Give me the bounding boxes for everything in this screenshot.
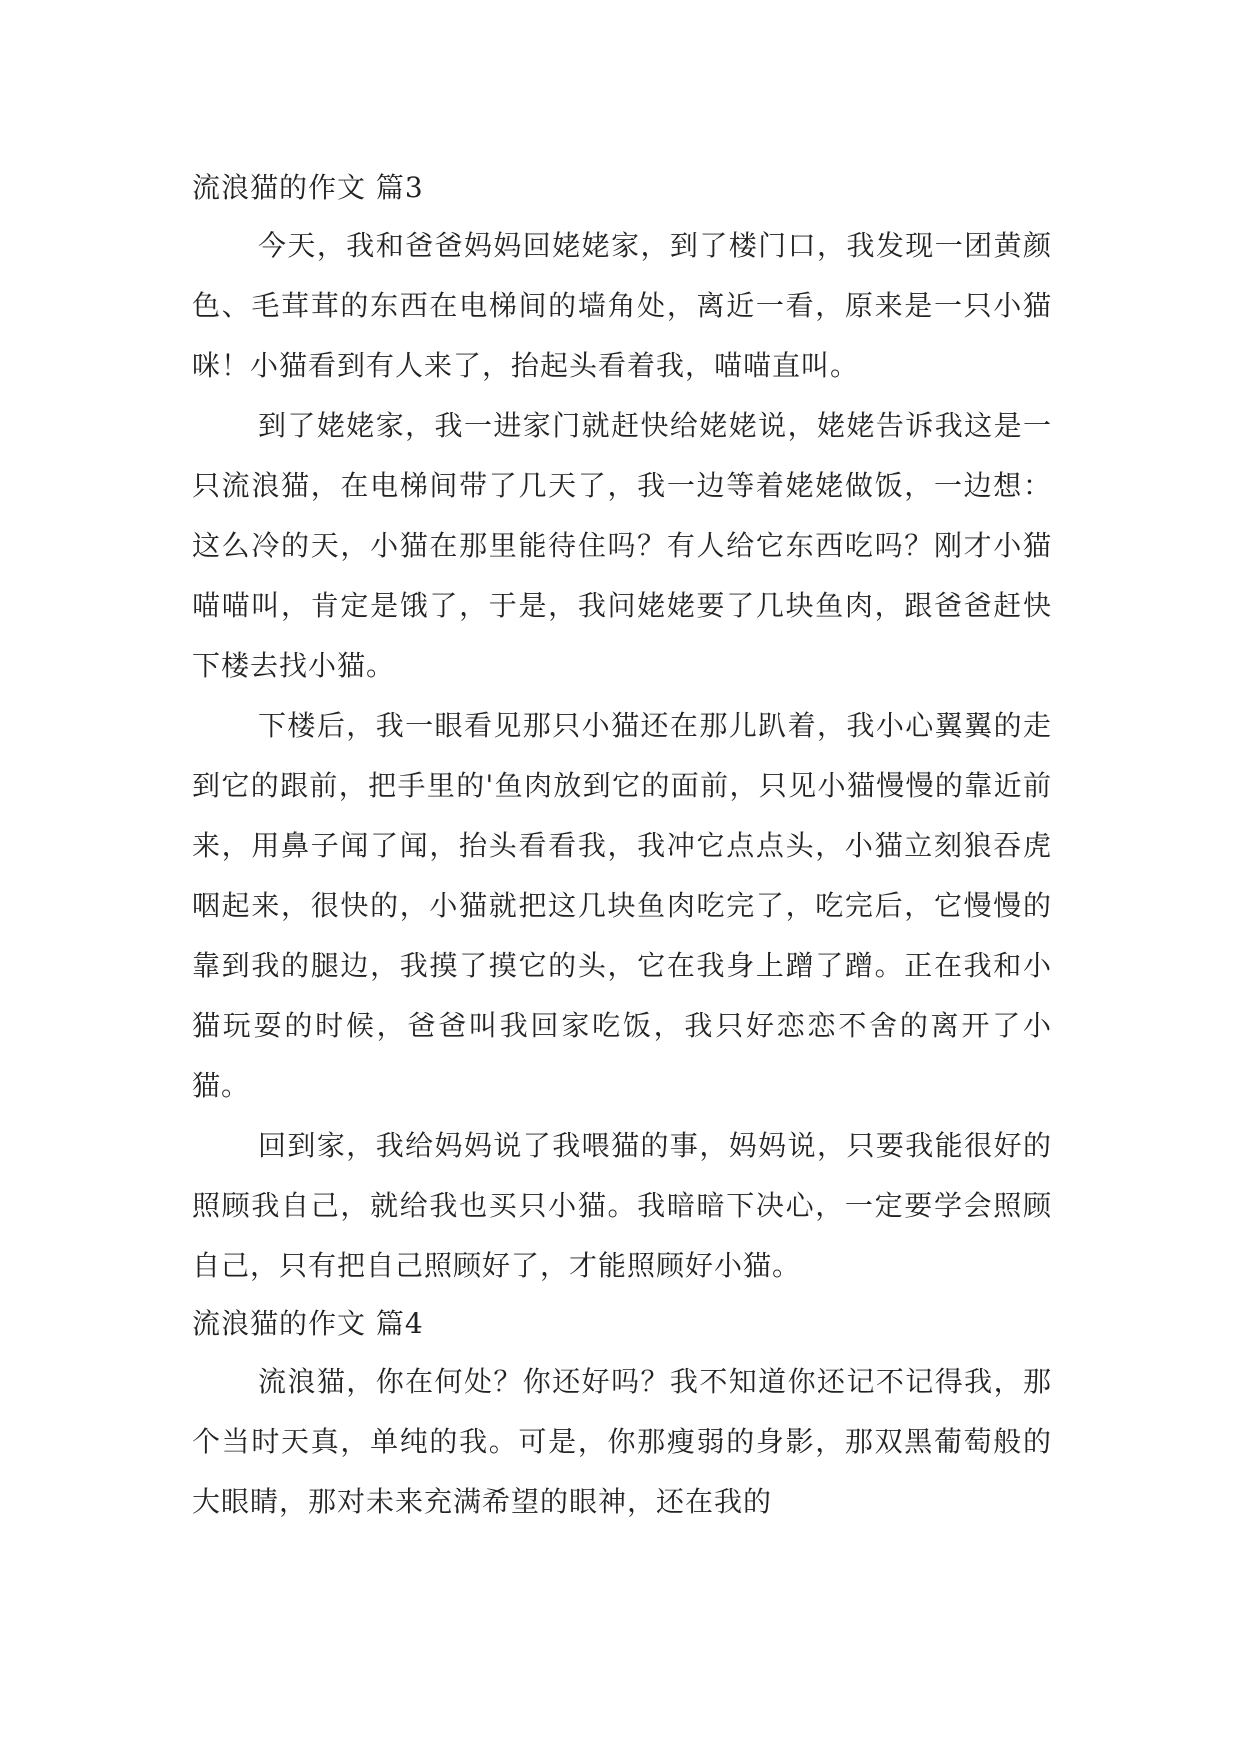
paragraph: 回到家，我给妈妈说了我喂猫的事，妈妈说，只要我能很好的照顾我自己，就给我也买只小猫。我暗暗下决心，一定要学会照顾自己，只有把自己照顾好了，才能照顾好小猫。: [192, 1129, 1052, 1282]
paragraph: 下楼后，我一眼看见那只小猫还在那儿趴着，我小心翼翼的走到它的跟前，把手里的'鱼肉放到它的面前，只见小猫慢慢的靠近前来，用鼻子闻了闻，抬头看看我，我冲它点点头，小猫立刻狼吞虎咽起来，很快的，小猫就把这几块鱼肉吃完了，吃完后，它慢慢的靠到我的腿边，我摸了摸它的头，它在我身上蹭了蹭。正在我和小猫玩耍的时候，爸爸叫我回家吃饭，我只好恋恋不舍的离开了小猫。: [192, 709, 1052, 1102]
paragraph: 今天，我和爸爸妈妈回姥姥家，到了楼门口，我发现一团黄颜色、毛茸茸的东西在电梯间的墙角处，离近一看，原来是一只小猫咪！小猫看到有人来了，抬起头看着我，喵喵直叫。: [192, 229, 1052, 382]
paragraph: 到了姥姥家，我一进家门就赶快给姥姥说，姥姥告诉我这是一只流浪猫，在电梯间带了几天了，我一边等着姥姥做饭，一边想：这么冷的天，小猫在那里能待住吗？有人给它东西吃吗？刚才小猫喵喵叫，肯定是饿了，于是，我问姥姥要了几块鱼肉，跟爸爸赶快下楼去找小猫。: [192, 409, 1052, 682]
section-heading: 流浪猫的作文 篇3: [192, 171, 424, 204]
section-heading: 流浪猫的作文 篇4: [192, 1307, 424, 1340]
paragraph: 流浪猫，你在何处？你还好吗？我不知道你还记不记得我，那个当时天真，单纯的我。可是，你那瘦弱的身影，那双黑葡萄般的大眼睛，那对未来充满希望的眼神，还在我的: [192, 1365, 1052, 1518]
document-body: [192, 160, 1052, 1532]
